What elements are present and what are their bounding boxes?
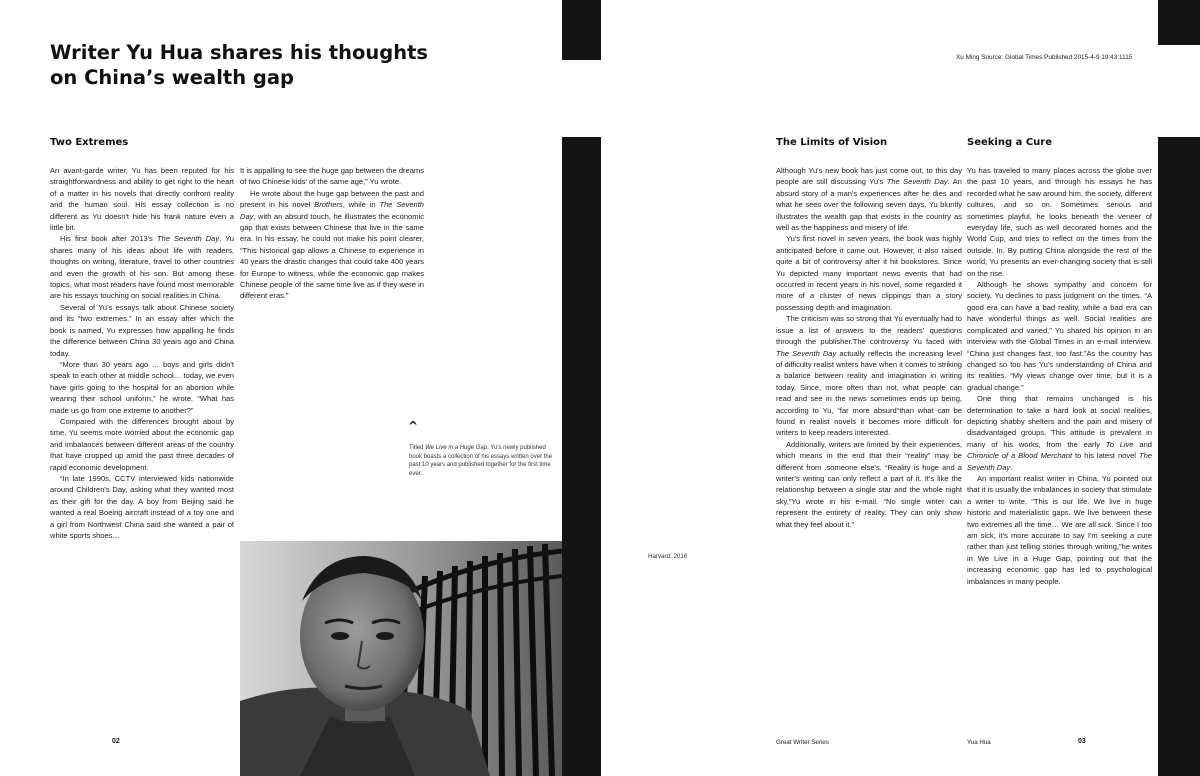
column-4 bbox=[967, 165, 1152, 613]
photo-caption: Titled We Live in a Huge Gap, Yu's newly published book boasts a collection of his essays written over the past 10 years and published together for the first time ever. bbox=[409, 445, 553, 477]
author-portrait-photo bbox=[240, 541, 562, 776]
paragraph: Although he shows sympathy and concern for society, Yu declines to pass judgment on the times. “A good era can have a bad reality, while a bad era can have wonderful things as well. Social realities are complicated and varied,” Yu shared his opinion in an interview with the Global Times in an e-mail interview. “China just changes fast, too fast.”As the country has changed so too has Yu's understanding of China and its realities. “My views change over time, but it is a gradual change.” bbox=[967, 280, 1152, 392]
footer-author: Yua Hua bbox=[967, 739, 991, 746]
paragraph: His first book after 2013's The Seventh Day, Yu shares many of his ideas about life with readers, thoughts on writing, literature, travel to other countries and even the growth of his son. But among these topics, what most readers have found most memorable are his essays touching on social realities in China. bbox=[50, 234, 234, 301]
paragraph: One thing that remains unchanged is his determination to take a hard look at social realities, depicting shabby shelters and the pain and misery of disadvantaged groups. This attitude is prevalent in many of his works, from the early To Live and Chronicle of a Blood Merchant to his latest novel The Seventh Day. bbox=[967, 394, 1152, 472]
paragraph: An important realist writer in China, Yu pointed out that it is usually the imbalances in society that stimulate a writer to write. “This is our life. We live in huge historic and materialistic gaps. We live between these two extremes all the time… We are all sick. Since I too am sick, it's more accurate to say I'm seeking a cure rather than just telling stories through writing,”he writes in We Live in a Huge Gap, pointing out that the increasing economic gap has led to psychological imbalances in many people. bbox=[967, 473, 1152, 586]
article-title: Writer Yu Hua shares his thoughts on China’s wealth gap bbox=[50, 41, 429, 89]
column-1 bbox=[50, 165, 234, 577]
paragraph: Compared with the differences brought about by time, Yu seems more worried about the economic gap and imbalances between different areas of the country that have cropped up amid the past three decades of rapid economic development. bbox=[50, 416, 234, 472]
side-caption: Harvard, 2016 bbox=[648, 553, 688, 560]
heading-limits-of-vision: The Limits of Vision bbox=[776, 137, 888, 148]
column-2 bbox=[240, 165, 424, 335]
page-number-right: 03 bbox=[1078, 738, 1086, 745]
article-meta: Xu Ming Source: Global Times Published 2015-4-9 19:43:1115 bbox=[956, 54, 1133, 61]
paragraph: “More than 30 years ago … boys and girls didn't speak to each other at middle school… today, we even have girls going to the hospital for an abortion while wearing their school uniform,” he wrote. “What has made us go from one extreme to another?” bbox=[50, 359, 234, 415]
paragraph: “In late 1990s, CCTV interviewed kids nationwide around Children's Day, asking what they wanted most as their gift for the day. A boy from Beijing said he wanted a real Boeing aircraft instead of a toy one and a girl from Northwest China said she wanted a pair of white sports shoes… bbox=[50, 473, 234, 540]
paragraph: It is appalling to see the huge gap between the dreams of two Chinese kids' of the same age,” Yu wrote. bbox=[240, 166, 424, 187]
paragraph: Several of Yu's essays talk about Chinese society and its “two extremes.” In an essay after which the book is named, Yu expresses how appalling he finds the difference between China 30 years ago and China today. bbox=[50, 302, 234, 358]
black-bar-mid-center bbox=[562, 137, 601, 776]
paragraph: Although Yu's new book has just come out, to this day people are still discussing Yu's The Seventh Day. An absurd story of a man's experiences after he dies and what he sees over the following seven days, Yu bluntly illustrates the wealth gap that exists in the country as well as the happiness and misery of life. bbox=[776, 166, 962, 233]
paragraph: Yu's first novel in seven years, the book was highly anticipated before it came out. However, it also raised quite a bit of controversy after it hit bookstores. Since Yu depicted many important news events that had occurred in recent years in his novel, some regarded it more of a cluster of news clippings than a story possessing depth and imagination. bbox=[776, 234, 962, 312]
paragraph: The criticism was so strong that Yu eventually had to issue a list of answers to the readers' questions through the publisher.The controversy Yu faced with The Seventh Day actually reflects the increasing level of difficulty realist writers have when it comes to striking a balance between reality and imagination in writing today. Since, more often than not, what people can read and see in the news sometimes ends up being, according to Yu, “far more absurd“than what can be found in realist novels it becomes more difficult for writers to keep readers interested. bbox=[776, 314, 962, 438]
black-bar-top-right bbox=[1158, 0, 1200, 45]
column-3 bbox=[776, 165, 962, 577]
caret-up-icon: ^ bbox=[408, 419, 419, 433]
black-bar-mid-right bbox=[1158, 137, 1200, 776]
heading-seeking-a-cure: Seeking a Cure bbox=[967, 137, 1053, 148]
page-number-left: 02 bbox=[112, 738, 120, 745]
paragraph: Additionally, writers are limited by their experiences, which means in the end that their “reality” may be different from .someone else's. “Reality is huge and a writer's writing can only reflect a part of it. It's like the relationship between a single star and the whole night sky,”Yu wrote in his e-mail. “No single writer can represent the entirety of reality. They can only show what they feel about it.” bbox=[776, 439, 962, 529]
paragraph: He wrote about the huge gap between the past and present in his novel Brothers, while in The Seventh Day, with an absurd touch, he illustrates the economic gap that exists between Chinese that live in the same era. In his essay, he could not make his point clearer, “This historical gap allows a Chinese to experience in 40 years the drastic changes that could take 400 years for Europe to witness, while the economic gap makes Chinese people of the same time live as if they were in different eras.” bbox=[240, 188, 424, 301]
portrait-illustration bbox=[240, 541, 562, 776]
paragraph: An avant-garde writer, Yu has been reputed for his straightforwardness and ability to get right to the heart of a matter in his novels that directly confront reality and the human soul. His essay collection is no different as Yu doesn't hide his frank nature even a little bit. bbox=[50, 166, 234, 233]
heading-two-extremes: Two Extremes bbox=[50, 137, 129, 148]
footer-series: Great Writer Series bbox=[776, 739, 829, 746]
black-bar-top-center bbox=[562, 0, 601, 60]
paragraph: Yu has traveled to many places across the globe over the past 10 years, and through his essays he has recorded what he saw around him, the society, different cultures, and so on. Sometimes serious and sometimes playful, he looks beneath the veneer of everyday life, such as well decorated homes and the World Cup, and tries to reflect on the times from the outside. In. By putting China alongside the rest of the world, Yu presents an ever-changing society that is still on the rise. bbox=[967, 166, 1152, 278]
